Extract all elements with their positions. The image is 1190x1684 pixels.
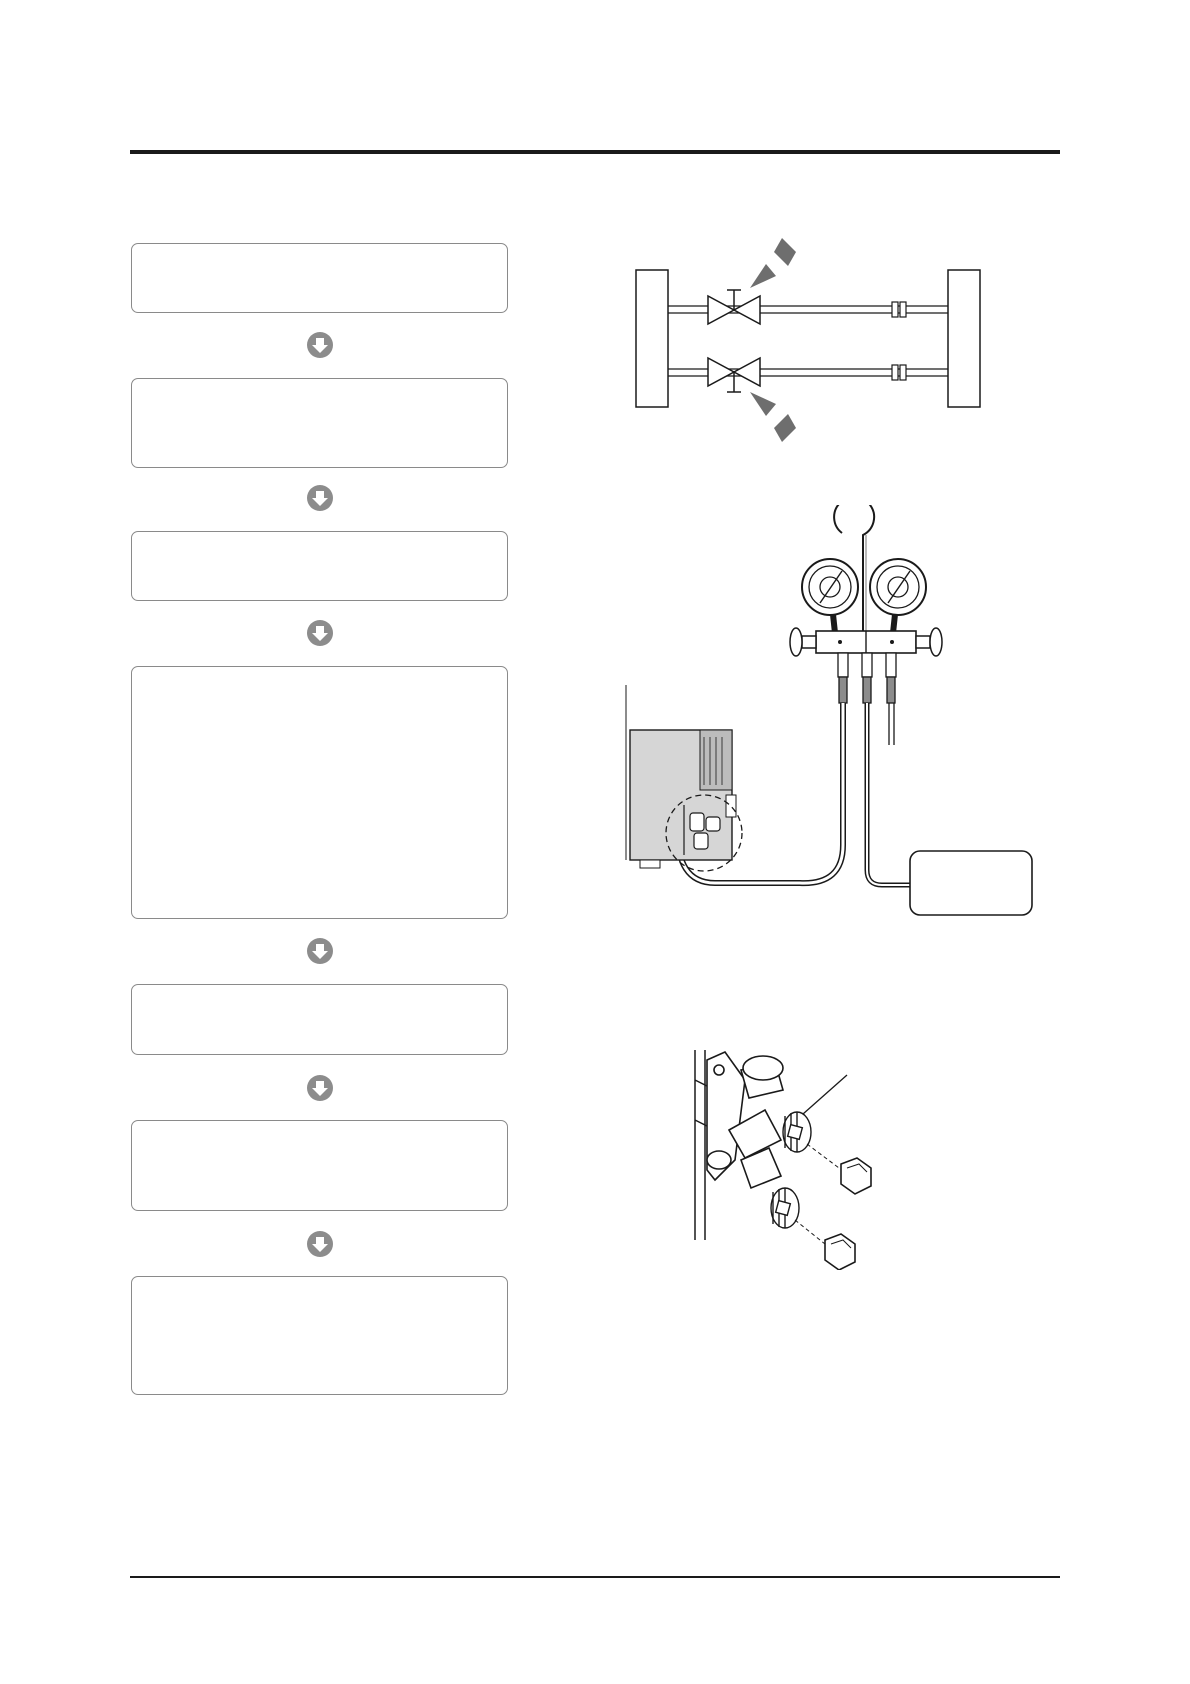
pressure-gauge-icon	[802, 559, 858, 633]
lower-wrench-mark	[750, 392, 796, 442]
lower-valve-icon	[708, 358, 760, 392]
valve-body	[707, 1052, 783, 1188]
down-arrow-icon	[306, 619, 334, 647]
hex-cap-icon	[825, 1234, 855, 1270]
valve-schematic	[630, 230, 990, 450]
lower-flare-nut	[892, 365, 906, 380]
down-arrow-icon	[306, 331, 334, 359]
indoor-unit-block	[636, 270, 668, 407]
flow-step-2	[131, 378, 508, 468]
down-arrow-icon	[306, 937, 334, 965]
callout-leader	[803, 1075, 847, 1114]
down-arrow-icon	[306, 1230, 334, 1258]
flow-step-6	[131, 1120, 508, 1211]
header-rule	[130, 150, 1060, 154]
service-valve-closeup	[685, 1040, 905, 1270]
flow-step-1	[131, 243, 508, 313]
right-valve-knob	[916, 628, 942, 656]
hex-cap-icon	[841, 1158, 871, 1194]
upper-wrench-mark	[750, 238, 796, 288]
flow-step-3	[131, 531, 508, 601]
hose-fittings	[838, 653, 896, 703]
lower-service-port	[771, 1188, 799, 1228]
flow-step-7	[131, 1276, 508, 1395]
vacuum-tank	[910, 851, 1032, 915]
upper-valve-icon	[708, 290, 760, 324]
down-arrow-icon	[306, 484, 334, 512]
flow-step-5	[131, 984, 508, 1055]
down-arrow-icon	[306, 1074, 334, 1102]
manifold-gauge-setup	[620, 505, 1040, 995]
outdoor-unit	[626, 685, 736, 868]
pressure-gauge-icon	[870, 559, 926, 633]
outdoor-unit-block	[948, 270, 980, 407]
flow-step-4	[131, 666, 508, 919]
upper-flare-nut	[892, 302, 906, 317]
left-valve-knob	[790, 628, 816, 656]
footer-rule	[130, 1576, 1060, 1578]
upper-service-port	[783, 1112, 811, 1152]
